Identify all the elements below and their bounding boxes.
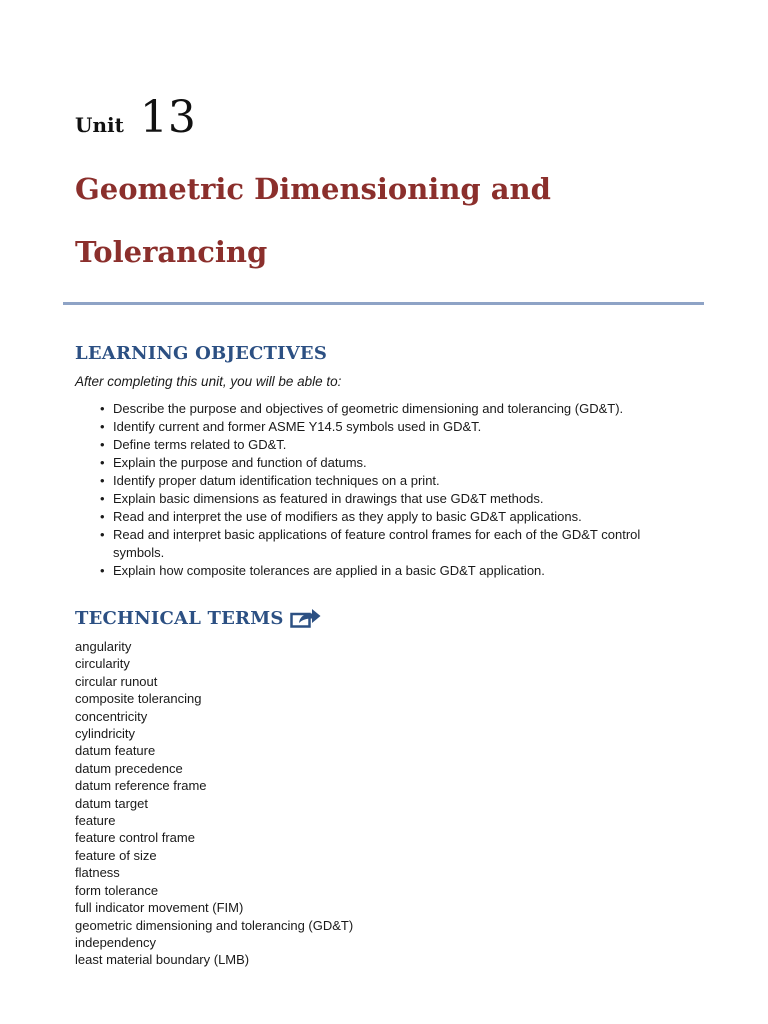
term-item: circularity: [75, 656, 130, 672]
technical-terms-list: [75, 638, 353, 969]
learning-objectives-heading: LEARNING OBJECTIVES: [75, 343, 328, 364]
share-arrow-icon[interactable]: [290, 607, 322, 629]
objective-item: • Explain the purpose and function of datums.: [113, 454, 673, 472]
objective-item: • Explain basic dimensions as featured in drawings that use GD&T methods.: [113, 490, 673, 508]
technical-terms-heading-row: [75, 607, 322, 629]
technical-terms-heading: TECHNICAL TERMS: [75, 607, 284, 629]
term-item: angularity: [75, 639, 132, 654]
term-item: datum feature: [75, 743, 156, 759]
term-item: feature: [75, 813, 116, 829]
term-item: independency: [75, 934, 156, 950]
term-item: flatness: [75, 865, 120, 881]
term-item: datum precedence: [75, 760, 183, 776]
unit-label: Unit: [75, 113, 124, 137]
objective-item: • Describe the purpose and objectives of geometric dimensioning and tolerancing (GD&T).: [113, 400, 673, 418]
unit-header: [75, 92, 196, 143]
term-item: cylindricity: [75, 726, 135, 742]
objective-item: • Identify proper datum identification techniques on a print.: [113, 472, 673, 490]
term-item: feature of size: [75, 847, 157, 863]
objective-item: • Explain how composite tolerances are applied in a basic GD&T application.: [113, 562, 673, 580]
page-title: Geometric Dimensioning and Tolerancing: [75, 172, 551, 269]
term-item: full indicator movement (FIM): [75, 900, 244, 916]
divider-rule: [63, 302, 704, 305]
term-item: datum target: [75, 795, 148, 811]
objective-item: • Read and interpret basic applications of feature control frames for each of the GD&T control symbols.: [113, 526, 673, 562]
objective-item: • Identify current and former ASME Y14.5 symbols used in GD&T.: [113, 418, 673, 436]
learning-objectives-intro: After completing this unit, you will be able to:: [75, 374, 342, 389]
term-item: circular runout: [75, 673, 158, 689]
term-item: concentricity: [75, 708, 148, 724]
unit-number: 13: [139, 92, 196, 143]
term-item: datum reference frame: [75, 778, 207, 794]
objective-item: • Read and interpret the use of modifiers as they apply to basic GD&T applications.: [113, 508, 673, 526]
term-item: feature control frame: [75, 830, 195, 846]
term-item: geometric dimensioning and tolerancing (GD&T): [75, 917, 354, 933]
objective-item: • Define terms related to GD&T.: [113, 436, 673, 454]
learning-objectives-list: [113, 400, 673, 580]
term-item: composite tolerancing: [75, 691, 202, 707]
term-item: form tolerance: [75, 882, 159, 898]
term-item: least material boundary (LMB): [75, 952, 250, 968]
